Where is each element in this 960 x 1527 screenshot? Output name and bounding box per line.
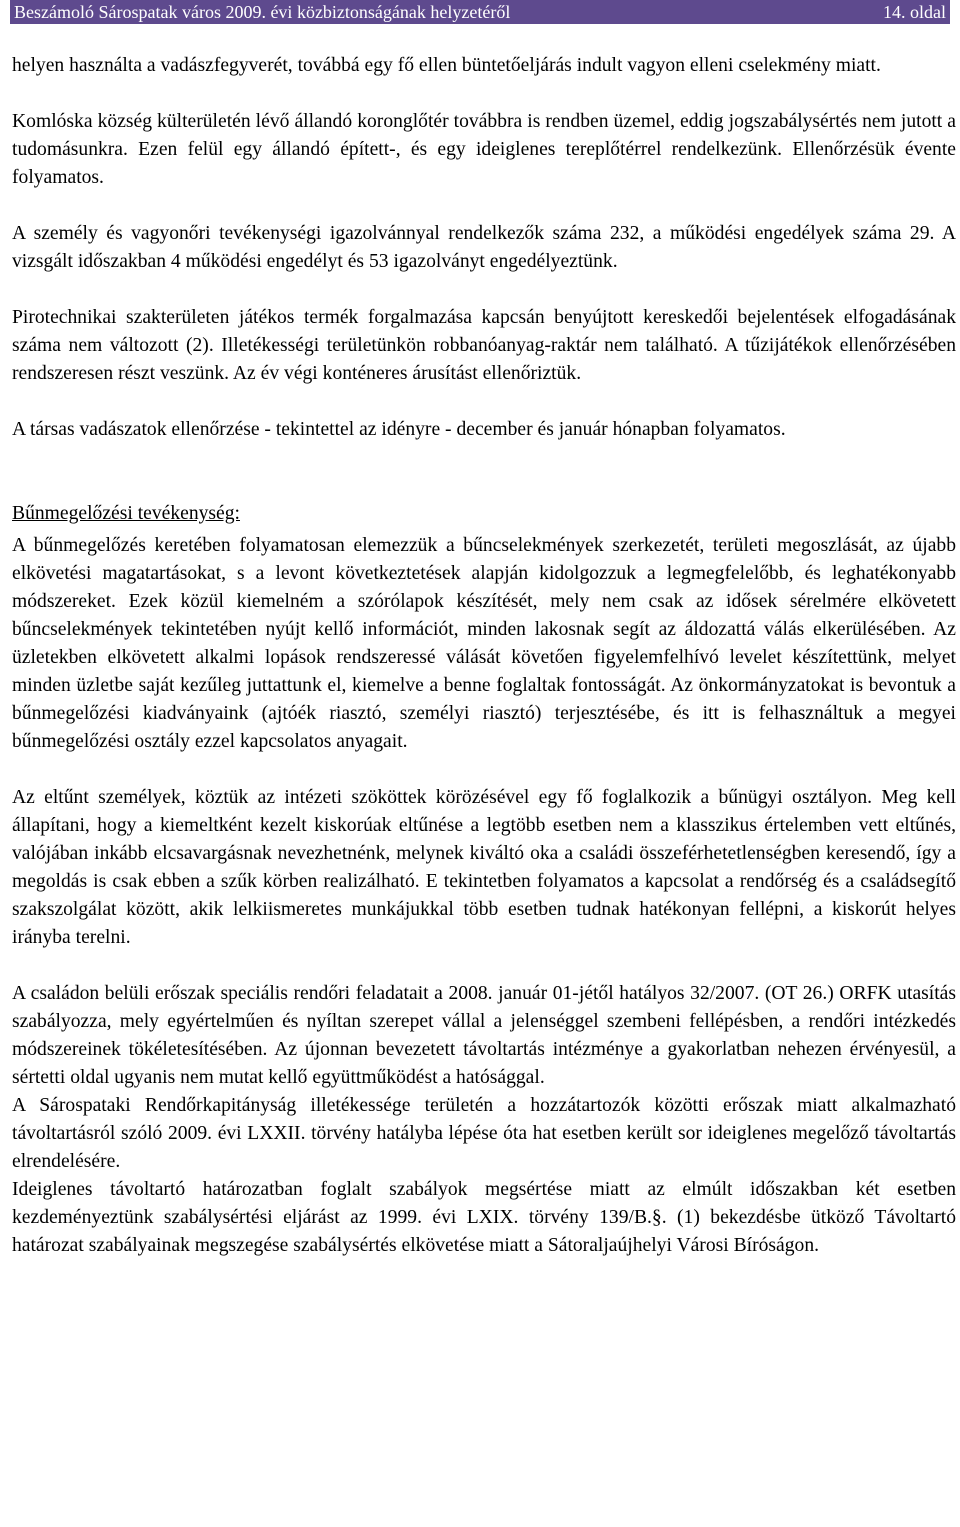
page-header — [10, 0, 950, 24]
paragraph: Komlóska község külterületén lévő állandó koronglőtér továbbra is rendben üzemel, eddig jogszabálysértés nem jutott a tudomásunkra. Ezen felül egy állandó épített-, és egy ideiglenes tereplőtérrel rendelkezünk. Ellenőrzésük évente folyamatos. — [12, 111, 956, 188]
page-number: 14. oldal — [883, 2, 946, 22]
paragraph: Ideiglenes távoltartó határozatban foglalt szabályok megsértése miatt az elmúlt időszakban két esetben kezdeményeztünk szabálysértési eljárást az 1999. évi LXIX. törvény 139/B.§. (1) bekezdésbe ütköző Távoltartó határozat szabályainak megszegése szabálysértés elkövetése miatt a Sátoraljaújhelyi Városi Bíróságon. — [12, 1179, 956, 1256]
paragraph: A személy és vagyonőri tevékenységi igazolvánnyal rendelkezők száma 232, a működési engedélyek száma 29. A vizsgált időszakban 4 működési engedélyt és 53 igazolványt engedélyeztünk. — [12, 223, 956, 272]
paragraph: A társas vadászatok ellenőrzése - tekintettel az idényre - december és január hónapban folyamatos. — [12, 419, 786, 440]
section-heading: Bűnmegelőzési tevékenység: — [12, 503, 240, 524]
paragraph: helyen használta a vadászfegyverét, továbbá egy fő ellen büntetőeljárás indult vagyon elleni cselekmény miatt. — [12, 55, 881, 76]
paragraph: A bűnmegelőzés keretében folyamatosan elemezzük a bűncselekmények szerkezetét, területi megoszlását, az újabb elkövetési magatartásokat, s a levont következtetések alapján kidolgozzuk a legmegfelelőbb, és leghatékonyabb módszereket. Ezek közül kiemelném a szórólapok készítését, mely nem csak az idősek sérelmére elkövetett bűncselekmények tekintetében nyújt kellő információt, minden lakosnak segít az áldozattá válás elkerülésében. Az üzletekben elkövetett alkalmi lopások rendszeressé válását követően figyelemfelhívó levelet készítettünk, melyet minden üzletbe saját kezűleg juttattunk el, kiemelve a benne foglaltak fontosságát. Az önkormányzatokat is bevontuk a bűnmegelőzési kiadványaink (ajtóék riasztó, személyi riasztó) terjesztésébe, és itt is felhasználtuk a megyei bűnmegelőzési osztály ezzel kapcsolatos anyagait. — [12, 535, 956, 752]
paragraph: A családon belüli erőszak speciális rendőri feladatait a 2008. január 01-jétől hatályos 32/2007. (OT 26.) ORFK utasítás szabályozza, mely egyértelműen és nyíltan szerepet vállal a jelenséggel szembeni fellépésben, a rendőri intézkedés módszereinek tökéletesítésében. Az újonnan bevezetett távoltartás intézménye a gyakorlatban nehezen érvényesül, a sértetti oldal ugyanis nem mutat kellő együttműködést a hatósággal. — [12, 983, 956, 1088]
paragraph: A Sárospataki Rendőrkapitányság illetékessége területén a hozzátartozók közötti erőszak miatt alkalmazható távoltartásról szóló 2009. évi LXXII. törvény hatályba lépése óta hat esetben került sor ideiglenes megelőző távoltartás elrendelésére. — [12, 1095, 956, 1172]
paragraph: Az eltűnt személyek, köztük az intézeti szököttek körözésével egy fő foglalkozik a bűnügyi osztályon. Meg kell állapítani, hogy a kiemeltként kezelt kiskorúak eltűnése a legtöbb esetben nem a klasszikus értelemben vett eltűnés, valójában inkább elcsavargásnak nevezhetnénk, melynek kiváltó oka a családi összeférhetetlenségben keresendő, így a megoldás is csak ebben a szűk körben realizálható. E tekintetben folyamatos a kapcsolat a rendőrség és a családsegítő szakszolgálat között, akik lelkiismeretes munkájukkal több esetben tudnak hatékonyan fellépni, a kiskorút helyes irányba terelni. — [12, 787, 956, 948]
paragraph: Pirotechnikai szakterületen játékos termék forgalmazása kapcsán benyújtott kereskedői bejelentések elfogadásának száma nem változott (2). Illetékességi területünkön robbanóanyag-raktár nem található. A tűzijátékok ellenőrzésében rendszeresen részt veszünk. Az év végi konténeres árusítást ellenőriztük. — [12, 307, 956, 384]
document-title: Beszámoló Sárospatak város 2009. évi közbiztonságának helyzetéről — [14, 2, 511, 22]
document-body — [12, 52, 956, 1260]
